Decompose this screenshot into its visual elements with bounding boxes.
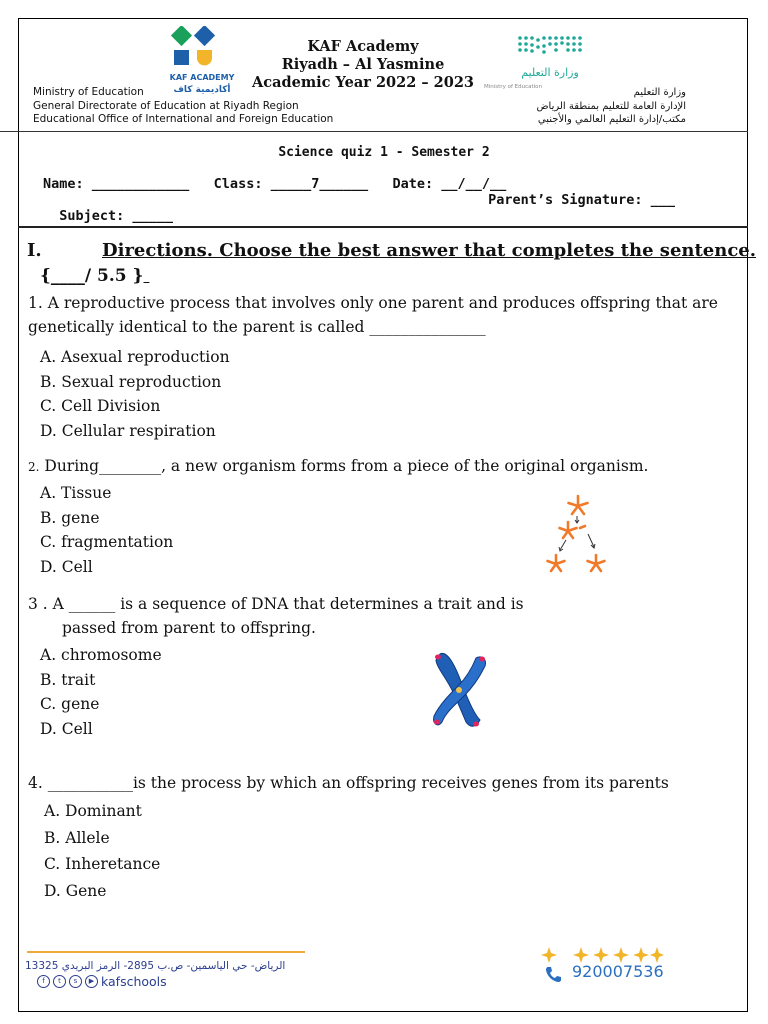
option-d[interactable]: D. Gene [44,881,107,900]
section-directions: Directions. Choose the best answer that completes the sentence. [102,240,757,261]
ministry-header-ar [536,86,686,127]
question-2 [28,454,648,479]
footer-social [37,974,167,989]
option-b[interactable]: B. Allele [44,828,110,847]
header-divider [0,131,748,132]
question-2-options [40,481,173,579]
option-b[interactable]: B. gene [40,508,100,527]
school-location: Riyadh – Al Yasmine [281,56,445,73]
office-line: Educational Office of International and Foreign Education [33,113,334,125]
phone-icon [544,964,564,984]
ministry-logo [480,32,592,92]
section-number: I. [27,240,42,261]
parent-signature-field: Parent’s Signature: ___ [488,192,675,208]
moe-logo-ar: وزارة التعليم [521,66,579,79]
academic-year: Academic Year 2022 – 2023 [251,74,475,91]
question-1-options [40,345,230,443]
question-1-line-2: genetically identical to the parent is called _______________ [28,318,486,336]
directorate-line: General Directorate of Education at Riyadh Region [33,99,299,112]
option-c[interactable]: C. Inheretance [44,855,161,873]
option-a[interactable]: A. Asexual reproduction [40,348,230,366]
facebook-icon[interactable]: f [37,975,50,988]
question-1 [28,291,718,339]
footer-address: الرياض- حي الياسمين- ص.ب 2895- الرمز البريدي 13325 [25,960,286,972]
directorate-line-ar: الإدارة العامة للتعليم بمنطقة الرياض [536,100,686,112]
subject-row [43,192,675,240]
question-2-text: During________, a new organism forms from a piece of the original organism. [44,457,649,475]
option-d[interactable]: D. Cell [40,719,93,738]
option-a[interactable]: A. Dominant [44,802,142,820]
question-2-number: 2. [28,460,40,474]
kaf-logo-ar: أكاديمية كاف [173,85,231,95]
option-b[interactable]: B. Sexual reproduction [40,372,222,391]
option-a[interactable]: A. chromosome [40,646,162,664]
footer-phone[interactable]: 920007536 [572,962,664,981]
question-3-line-1: 3 . A ______ is a sequence of DNA that determines a trait and is [28,595,524,613]
kaf-logo-en: KAF ACADEMY [170,73,235,82]
info-divider [18,226,748,228]
student-info-row: Name: ____________ Class: _____7______ Date: __/__/__ [43,176,507,192]
question-3-options [40,643,162,741]
option-a[interactable]: A. Tissue [40,484,112,502]
chromosome-icon [426,648,496,730]
question-4-options [44,798,160,904]
kaf-academy-logo [170,26,240,98]
school-name: KAF Academy [307,38,419,55]
score-text: {____/ 5.5 } [40,266,144,286]
option-d[interactable]: D. Cellular respiration [40,421,216,440]
option-c[interactable]: C. fragmentation [40,533,174,551]
question-3-line-2: passed from parent to offspring. [62,619,316,637]
ministry-line-ar: وزارة التعليم [633,87,686,98]
school-title [250,38,476,92]
option-d[interactable]: D. Cell [40,557,93,576]
option-c[interactable]: C. Cell Division [40,397,161,415]
quiz-title: Science quiz 1 - Semester 2 [278,145,490,160]
question-3 [28,592,524,640]
ministry-line: Ministry of Education [33,86,144,98]
starfish-icon [569,496,588,514]
option-c[interactable]: C. gene [40,695,100,713]
youtube-icon[interactable]: ▶ [85,975,98,988]
office-line-ar: مكتب/إدارة التعليم العالمي والأجنبي [537,114,686,125]
option-b[interactable]: B. trait [40,670,96,689]
question-4 [28,771,669,795]
footer-accent-line [27,951,305,953]
moe-logo-en: Ministry of Education [484,84,543,90]
starfish-fragmentation-illustration [540,490,612,580]
question-1-line-1: 1. A reproductive process that involves only one parent and produces offspring that are [28,294,718,312]
twitter-icon[interactable]: t [53,975,66,988]
question-4-text: 4. ___________is the process by which an offspring receives genes from its parents [28,774,669,792]
section-score [40,266,149,286]
snapchat-icon[interactable]: s [69,975,82,988]
subject-field: Subject: _____ [59,208,174,224]
social-handle[interactable]: kafschools [101,974,167,989]
